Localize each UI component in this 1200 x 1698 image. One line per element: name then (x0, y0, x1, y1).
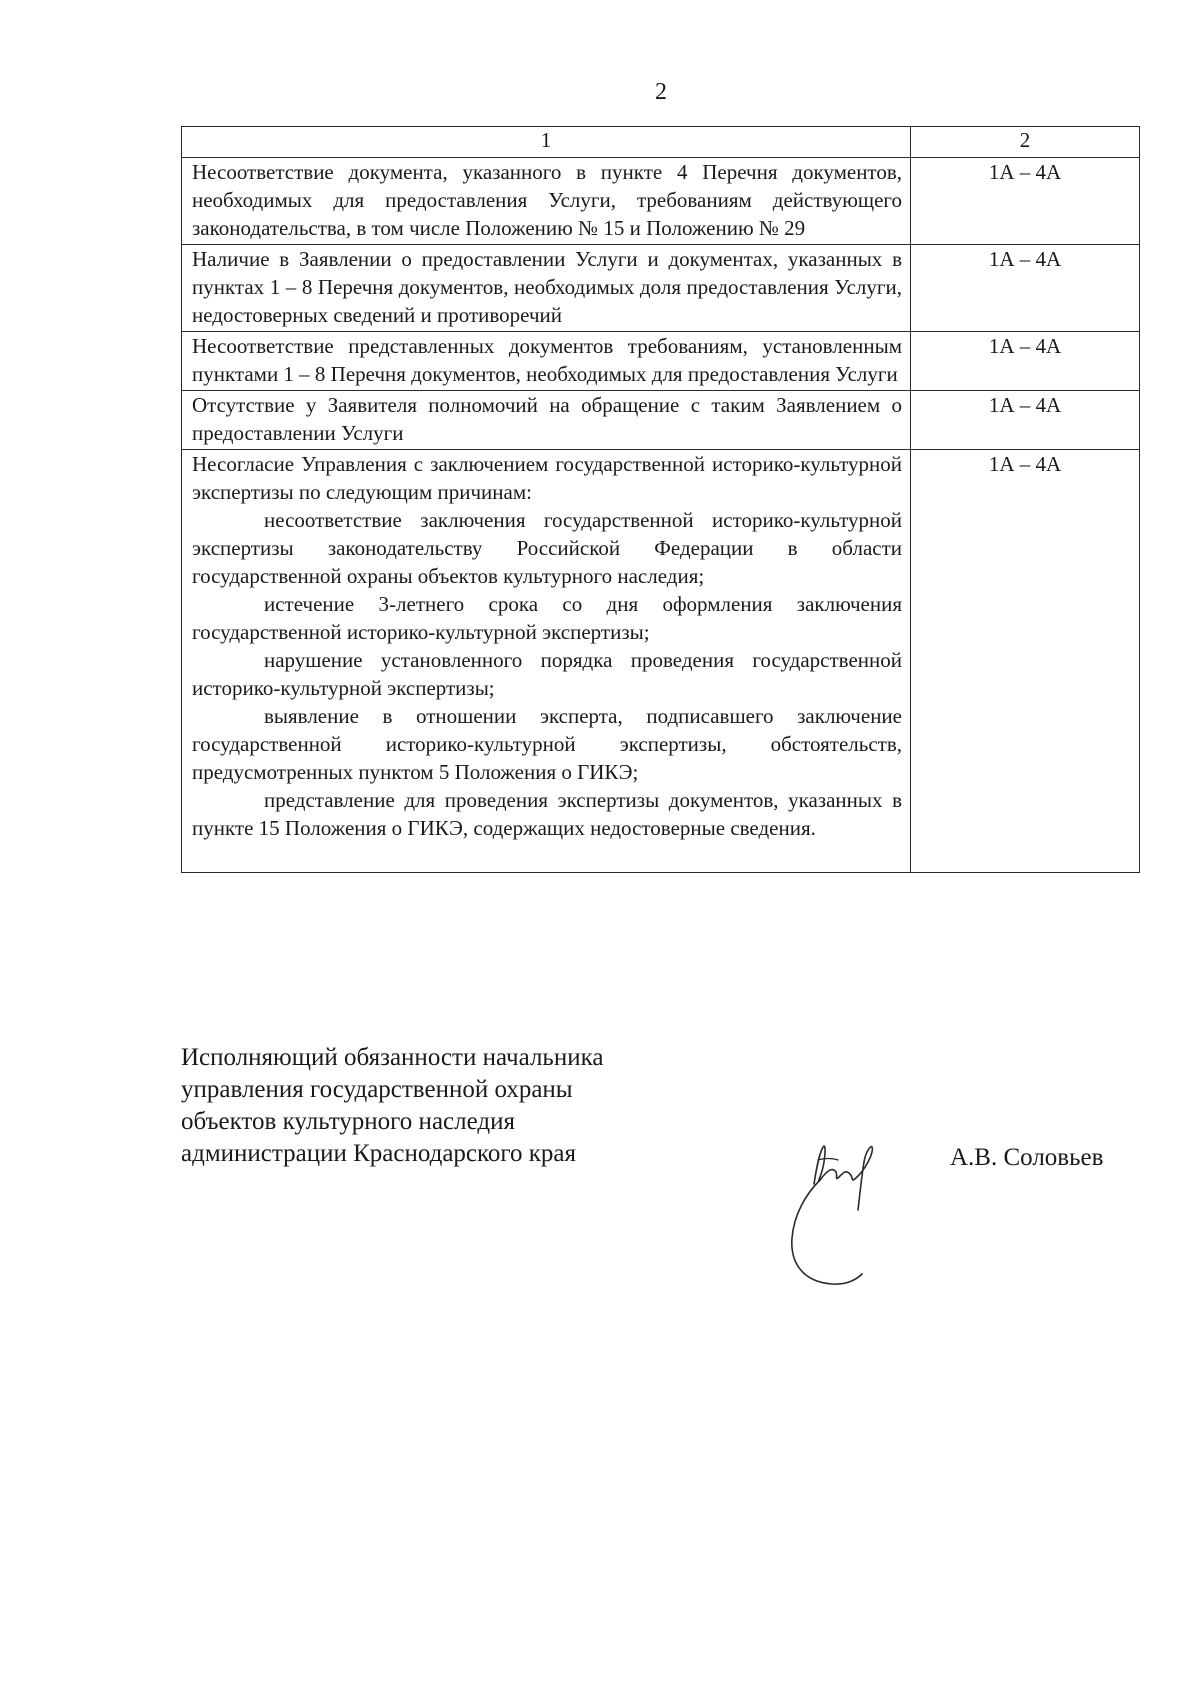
handwritten-signature (780, 1114, 960, 1294)
cell-spacer (192, 842, 902, 870)
row-code: 1А – 4А (911, 450, 1140, 873)
table-row (182, 450, 1140, 873)
position-line: администрации Краснодарского края (181, 1140, 577, 1167)
page-number: 2 (655, 79, 667, 105)
row-code: 1А – 4А (911, 332, 1140, 391)
reason-item: несоответствие заключения государственной историко-культурной экспертизы законодательству Российской Федерации в области государственной охраны объектов культурного наследия; (192, 508, 902, 588)
row-description: Несогласие Управления с заключением государственной историко-культурной экспертизы по следующим причинам: (192, 452, 902, 504)
row-code: 1А – 4А (911, 158, 1140, 245)
row-description-with-reasons (182, 450, 911, 873)
position-line: Исполняющий обязанности начальника (181, 1044, 604, 1071)
column-header-1: 1 (182, 127, 911, 158)
row-description: Несоответствие документа, указанного в пункте 4 Перечня документов, необходимых для предоставления Услуги, требованиям действующего законодательства, в том числе Положению № 15 и Положению № 29 (182, 158, 911, 245)
table-header-row (182, 127, 1140, 158)
reason-item: нарушение установленного порядка проведения государственной историко-культурной экспертизы; (192, 648, 902, 700)
position-line: объектов культурного наследия (181, 1108, 515, 1135)
table-row (182, 245, 1140, 332)
reason-item: выявление в отношении эксперта, подписавшего заключение государственной историко-культурной экспертизы, обстоятельств, предусмотренных пунктом 5 Положения о ГИКЭ; (192, 704, 902, 784)
grounds-table (181, 126, 1140, 873)
row-description: Наличие в Заявлении о предоставлении Услуги и документах, указанных в пунктах 1 – 8 Перечня документов, необходимых доля предоставления Услуги, недостоверных сведений и противоречий (182, 245, 911, 332)
table-row (182, 158, 1140, 245)
position-line: управления государственной охраны (181, 1076, 573, 1103)
reason-item: представление для проведения экспертизы документов, указанных в пункте 15 Положения о ГИКЭ, содержащих недостоверные сведения. (192, 788, 902, 840)
table-row (182, 391, 1140, 450)
reason-item: истечение 3-летнего срока со дня оформления заключения государственной историко-культурной экспертизы; (192, 592, 902, 644)
table-row (182, 332, 1140, 391)
signatory-position (181, 1042, 603, 1170)
row-description: Отсутствие у Заявителя полномочий на обращение с таким Заявлением о предоставлении Услуги (182, 391, 911, 450)
signer-name: А.В. Соловьев (950, 1144, 1104, 1171)
row-code: 1А – 4А (911, 391, 1140, 450)
row-code: 1А – 4А (911, 245, 1140, 332)
column-header-2: 2 (911, 127, 1140, 158)
row-description: Несоответствие представленных документов требованиям, установленным пунктами 1 – 8 Перечня документов, необходимых для предоставления Услуги (182, 332, 911, 391)
